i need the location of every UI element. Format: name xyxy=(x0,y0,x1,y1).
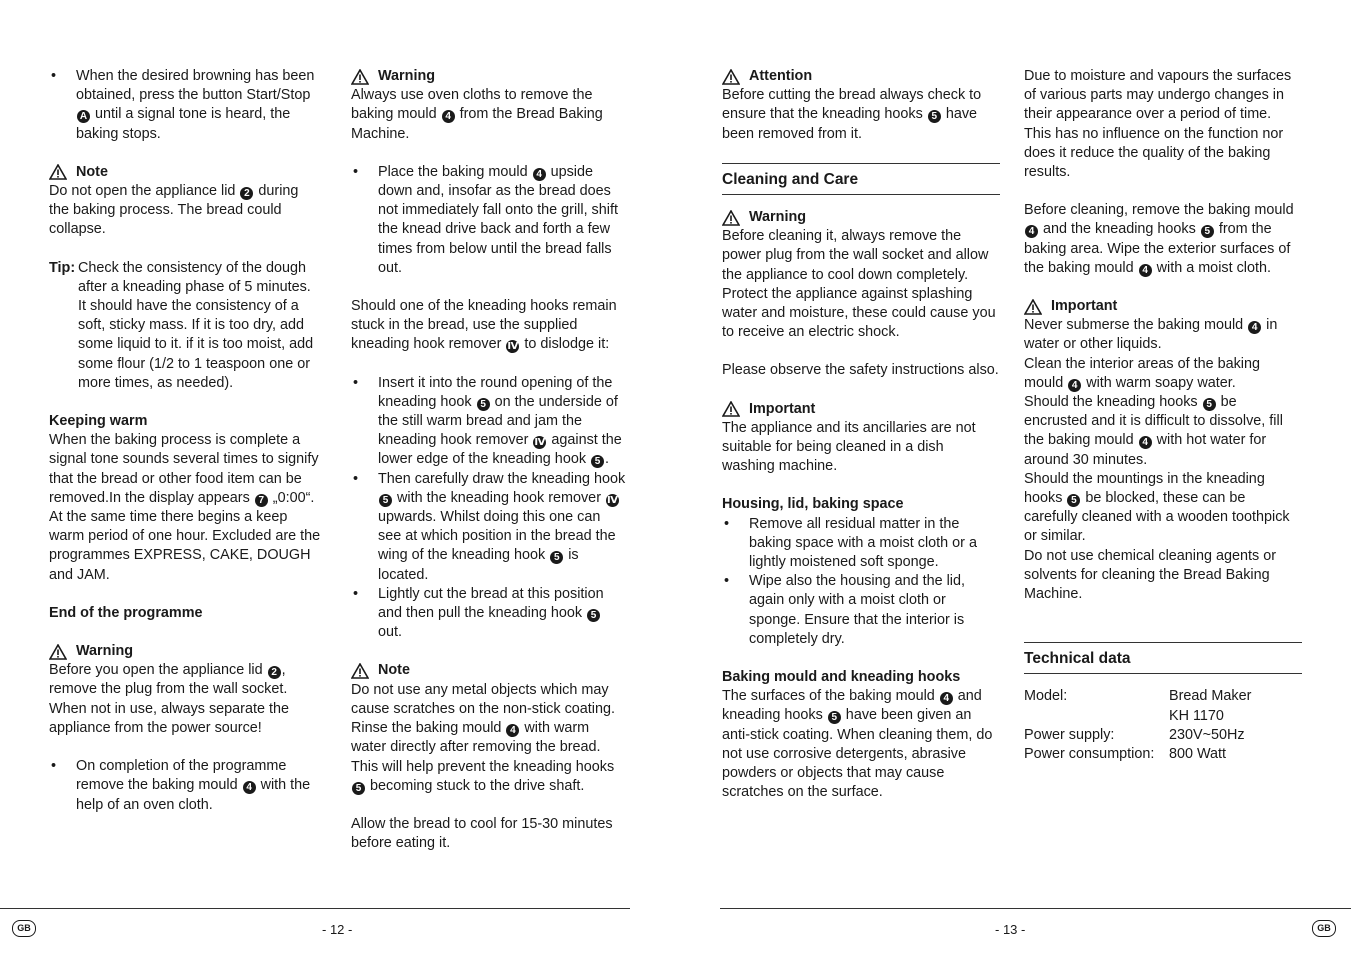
attention-heading: Attention xyxy=(722,67,1000,86)
right-column-2 xyxy=(1024,67,1302,764)
technical-data-heading: Technical data xyxy=(1024,642,1302,674)
keeping-warm-heading: Keeping warm xyxy=(49,413,148,430)
warning-heading: Warning xyxy=(49,642,321,661)
baking-mould-heading: Baking mould and kneading hooks xyxy=(722,669,961,686)
kneading-hook-remover-text: Should one of the kneading hooks remain stuck in the bread, use the supplied kneading hook remover Ⅳ to dislodge it: xyxy=(351,298,617,353)
tip-label: Tip: xyxy=(49,259,76,276)
ref-badge-4: 4 xyxy=(533,168,546,181)
warning-heading: Warning xyxy=(722,208,1000,227)
protect-text: Protect the appliance against splashing water and moisture, these could cause you to receive an electric shock. xyxy=(722,285,996,341)
warning-triangle-icon xyxy=(351,69,369,85)
language-badge-left: GB xyxy=(12,920,36,937)
tech-row: Power consumption: 800 Watt xyxy=(1024,746,1227,763)
warning-text: Before cleaning it, always remove the power plug from the wall socket and allow the appliance to cool down completely. xyxy=(722,228,989,283)
ref-badge-4: 4 xyxy=(442,110,455,123)
page-number-right: - 13 - xyxy=(995,922,1026,937)
ref-badge-5: 5 xyxy=(379,494,392,507)
bullet-item: • Then carefully draw the kneading hook 5 with the kneading hook remover Ⅳ upwards. Whilst doing this one can see at which position in the bread the wing of the kneading hook 5 is located. xyxy=(351,470,627,585)
bullet-item: • Wipe also the housing and the lid, again only with a moist cloth or sponge. Ensure that the interior is completely dry. xyxy=(722,572,1000,649)
warning-text: Always use oven cloths to remove the baking mould 4 from the Bread Baking Machine. xyxy=(351,87,603,142)
ref-badge-4: 4 xyxy=(506,724,519,737)
note-text: Do not use any metal objects which may cause scratches on the non-stick coating. Rinse the baking mould 4 with warm water directly after removing the bread. This will help prevent the kneading hooks 5 becoming stuck to the drive shaft. xyxy=(351,681,615,794)
technical-data-table xyxy=(1024,687,1302,764)
ref-badge-4: 4 xyxy=(1025,225,1038,238)
note-heading: Note xyxy=(49,163,321,182)
ref-badge-5: 5 xyxy=(352,782,365,795)
encrusted-text: Should the kneading hooks 5 be encrusted and it is difficult to dissolve, fill the baking mould 4 with hot water for around 30 minutes. xyxy=(1024,394,1283,468)
bullet-item: • Lightly cut the bread at this position and then pull the kneading hook 5 out. xyxy=(351,585,627,643)
bullet-item: • When the desired browning has been obtained, press the button Start/Stop A until a signal tone is heard, the baking stops. xyxy=(49,67,321,144)
cooling-text: Allow the bread to cool for 15-30 minutes before eating it. xyxy=(351,815,613,852)
warning-triangle-icon xyxy=(49,644,67,660)
tech-row: Power supply: 230V~50Hz xyxy=(1024,726,1245,743)
ref-badge-4: 4 xyxy=(1139,436,1152,449)
left-column-2 xyxy=(351,67,627,853)
ref-badge-5: 5 xyxy=(1203,398,1216,411)
warning-triangle-icon xyxy=(722,69,740,85)
tech-row: Model: Bread Maker xyxy=(1024,688,1252,705)
clean-interior-text: Clean the interior areas of the baking mould 4 with warm soapy water. xyxy=(1024,355,1260,391)
keeping-warm-text: When the baking process is complete a signal tone sounds several times to signify that the bread or other food item can be removed.In the display appears 7 „0:00“. At the same time there begins a keep warm period of one hour. Excluded are the programmes EXPRESS, CAKE, DOUGH and JAM. xyxy=(49,432,321,583)
ref-badge-4: 4 xyxy=(1248,321,1261,334)
ref-badge-5: 5 xyxy=(550,551,563,564)
important-heading: Important xyxy=(1024,297,1302,316)
note-heading: Note xyxy=(351,661,627,680)
bullet-list xyxy=(49,67,321,144)
ref-badge-5: 5 xyxy=(1201,225,1214,238)
footer-rule-left xyxy=(0,908,630,909)
ref-badge-5: 5 xyxy=(587,609,600,622)
ref-badge-2: 2 xyxy=(240,187,253,200)
observe-text: Please observe the safety instructions also. xyxy=(722,362,999,379)
bullet-item: • Insert it into the round opening of the kneading hook 5 on the underside of the still warm bread and jam the kneading hook remover Ⅳ against the lower edge of the kneading hook 5 . xyxy=(351,374,627,470)
tip-text: Check the consistency of the dough after a kneading phase of 5 minutes. It should have the consistency of a soft, sticky mass. If it is too dry, add some liquid to it. if it is too moist, add some flour (1/2 to 1 teaspoon one or more times, as needed). xyxy=(78,259,314,391)
warning-heading: Warning xyxy=(351,67,627,86)
important-heading: Important xyxy=(722,400,1000,419)
tip-block xyxy=(49,259,321,393)
bullet-item: • Remove all residual matter in the baking space with a moist cloth or a lightly moistened soft sponge. xyxy=(722,515,1000,573)
warning-triangle-icon xyxy=(351,663,369,679)
chemical-text: Do not use chemical cleaning agents or solvents for cleaning the Bread Baking Machine. xyxy=(1024,547,1276,603)
ref-badge-5: 5 xyxy=(928,110,941,123)
warning-triangle-icon xyxy=(722,401,740,417)
ref-badge-7: 7 xyxy=(255,494,268,507)
footer-rule-right xyxy=(720,908,1351,909)
baking-mould-text: The surfaces of the baking mould 4 and kneading hooks 5 have been given an anti-stick coating. When cleaning them, do not use corrosive detergents, abrasive powders or objects that may cause scratches on the surface. xyxy=(722,688,993,801)
important-text: The appliance and its ancillaries are not suitable for being cleaned in a dish washing machine. xyxy=(722,419,976,475)
ref-badge-4: 4 xyxy=(243,781,256,794)
ref-badge-4: 4 xyxy=(940,692,953,705)
before-cleaning-text: Before cleaning, remove the baking mould 4 and the kneading hooks 5 from the baking area. Wipe the exterior surfaces of the baking mould 4 with a moist cloth. xyxy=(1024,202,1294,276)
warning-triangle-icon xyxy=(1024,299,1042,315)
ref-badge-5: 5 xyxy=(828,711,841,724)
left-column-1 xyxy=(49,67,321,815)
ref-badge-2: 2 xyxy=(268,666,281,679)
ref-badge-4: 4 xyxy=(1068,379,1081,392)
language-badge-right: GB xyxy=(1312,920,1336,937)
bullet-list xyxy=(351,163,627,278)
never-submerse-text: Never submerse the baking mould 4 in water or other liquids. xyxy=(1024,317,1278,353)
right-column-1 xyxy=(722,67,1000,803)
page-number-left: - 12 - xyxy=(322,922,353,937)
warning-triangle-icon xyxy=(722,210,740,226)
attention-text: Before cutting the bread always check to ensure that the kneading hooks 5 have been removed from it. xyxy=(722,87,982,142)
moisture-text: Due to moisture and vapours the surfaces of various parts may undergo changes in their appearance over a period of time. This has no influence on the function nor does it reduce the quality of the baking results. xyxy=(1024,68,1292,181)
ref-badge-5: 5 xyxy=(477,398,490,411)
cleaning-and-care-heading: Cleaning and Care xyxy=(722,163,1000,195)
ref-badge-5: 5 xyxy=(1067,494,1080,507)
ref-badge-IV: Ⅳ xyxy=(507,341,519,353)
ref-badge-4: 4 xyxy=(1139,264,1152,277)
mountings-text: Should the mountings in the kneading hooks 5 be blocked, these can be carefully cleaned with a wooden toothpick or similar. xyxy=(1024,470,1290,545)
bullet-item: • On completion of the programme remove the baking mould 4 with the help of an oven cloth. xyxy=(49,757,321,815)
bullet-list xyxy=(49,757,321,815)
ref-badge-IV: Ⅳ xyxy=(606,494,618,506)
note-text: Do not open the appliance lid 2 during the baking process. The bread could collapse. xyxy=(49,183,299,238)
warning-text: Before you open the appliance lid 2 , remove the plug from the wall socket. When not in use, always separate the appliance from the power source! xyxy=(49,662,289,736)
ref-badge-5: 5 xyxy=(591,455,604,468)
end-of-programme-heading: End of the programme xyxy=(49,604,203,621)
bullet-item: • Place the baking mould 4 upside down and, insofar as the bread does not immediately fall onto the grill, shift the knead drive back and forth a few times from below until the bread falls out. xyxy=(351,163,627,278)
housing-heading: Housing, lid, baking space xyxy=(722,496,904,513)
warning-triangle-icon xyxy=(49,164,67,180)
ref-badge-A: A xyxy=(77,110,90,123)
bullet-list xyxy=(722,515,1000,649)
ref-badge-IV: Ⅳ xyxy=(534,437,546,449)
tech-row: KH 1170 xyxy=(1169,707,1224,724)
bullet-list xyxy=(351,374,627,643)
